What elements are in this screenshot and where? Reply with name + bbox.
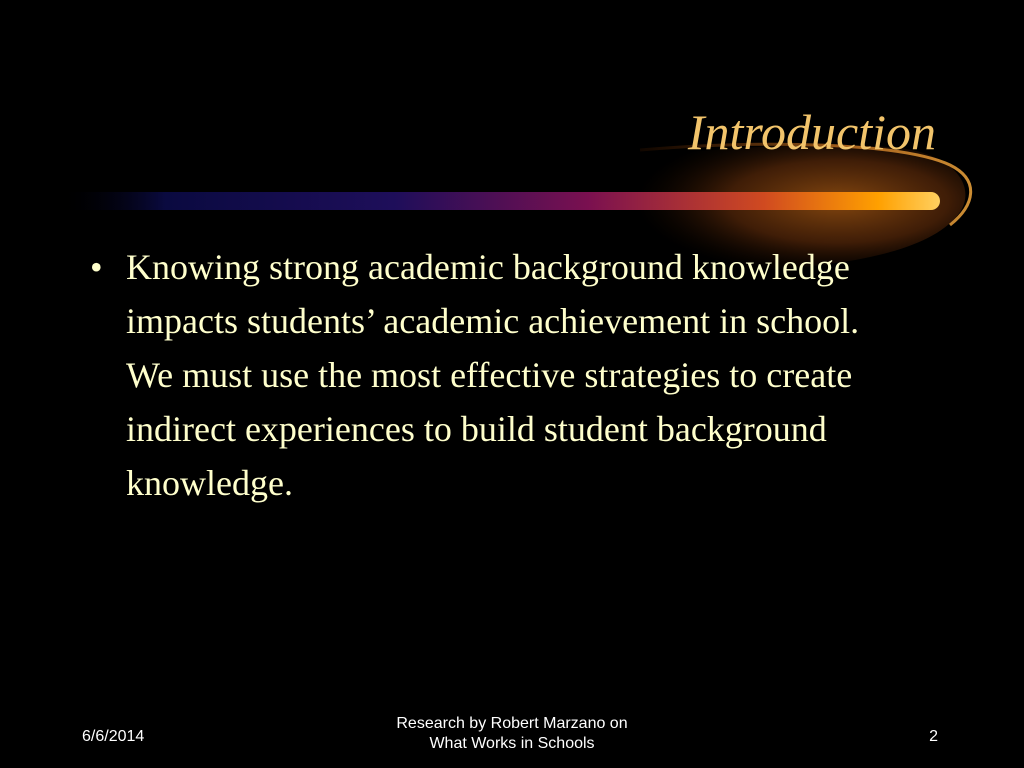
swoosh-bar xyxy=(60,192,940,210)
footer-date: 6/6/2014 xyxy=(82,728,145,745)
footer-title-line-1: Research by Robert Marzano on xyxy=(396,715,628,732)
bullet-list xyxy=(90,240,890,510)
footer-title-line-2: What Works in Schools xyxy=(429,735,595,752)
bullet-icon: • xyxy=(90,247,103,287)
bullet-text: Knowing strong academic background knowledge impacts students’ academic achievement in school. We must use the most effective strategies to create indirect experiences to build student background knowledge. xyxy=(126,247,860,503)
footer-title xyxy=(352,714,672,754)
bullet-item xyxy=(90,240,890,510)
slide-title: Introduction xyxy=(687,104,936,160)
page-number: 2 xyxy=(929,728,938,745)
